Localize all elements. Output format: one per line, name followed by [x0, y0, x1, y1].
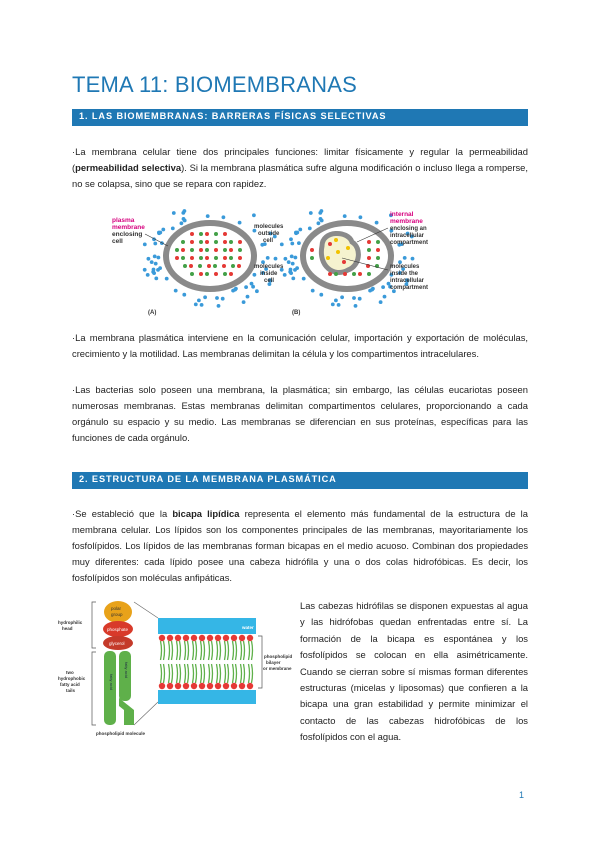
label-cell: cell: [112, 238, 123, 245]
section-heading-1-text: 1. LAS BIOMEMBRANAS: BARRERAS FÍSICAS SELECTIVAS: [79, 111, 387, 121]
inside-molecule: [231, 264, 235, 268]
inside-molecule: [198, 264, 202, 268]
inside-molecule: [199, 232, 203, 236]
outside-molecule: [203, 295, 207, 299]
plasma-membrane-a: [166, 223, 254, 289]
inside-molecule: [238, 248, 242, 252]
label-membrane: membrane: [112, 224, 145, 231]
outside-molecule: [154, 262, 158, 266]
outside-molecule: [146, 273, 150, 277]
svg-text:cell: cell: [264, 278, 275, 284]
lipid-head: [191, 635, 197, 641]
inside-molecule: [190, 256, 194, 260]
inside-molecule: [238, 256, 242, 260]
lipid-head: [167, 635, 173, 641]
label-bilayer: phospholipid: [264, 654, 293, 659]
outside-molecule: [182, 217, 186, 221]
outside-molecule: [291, 262, 295, 266]
svg-text:intracellular: intracellular: [390, 278, 425, 284]
svg-text:bilayer: bilayer: [266, 660, 281, 665]
inside-molecule: [190, 248, 194, 252]
outside-molecule: [309, 211, 313, 215]
inside-molecule: [214, 232, 218, 236]
inside-molecule: [205, 248, 209, 252]
outside-molecule: [403, 256, 407, 260]
inside-molecule: [214, 248, 218, 252]
inside-molecule: [189, 264, 193, 268]
compartment-molecule: [346, 246, 350, 250]
outside-molecule: [182, 293, 186, 297]
outside-molecule: [319, 293, 323, 297]
svg-text:inside: inside: [260, 271, 278, 277]
inside-molecule: [310, 256, 314, 260]
lipid-head: [223, 635, 229, 641]
outside-molecule: [253, 273, 257, 277]
outside-molecule: [172, 211, 176, 215]
svg-text:or membrane: or membrane: [263, 666, 292, 671]
inside-molecule: [190, 232, 194, 236]
label-internal: internal: [390, 211, 414, 218]
svg-text:glycerol: glycerol: [109, 641, 125, 646]
outside-molecule: [294, 256, 298, 260]
svg-text:fatty acid: fatty acid: [60, 682, 80, 687]
svg-text:polar: polar: [111, 606, 122, 611]
internal-membrane-b: [321, 233, 358, 272]
page-number: 1: [519, 790, 525, 800]
label-molecules-inside: molecules: [254, 264, 284, 270]
outside-molecule: [311, 289, 315, 293]
outside-molecule: [289, 268, 293, 272]
svg-text:head: head: [62, 626, 73, 631]
outside-molecule: [180, 221, 184, 225]
svg-text:outside: outside: [258, 231, 280, 237]
inside-molecule: [376, 248, 380, 252]
lipid-head: [247, 635, 253, 641]
outside-molecule: [174, 289, 178, 293]
panel-label-b: (B): [292, 310, 301, 316]
page-title: TEMA 11: BIOMEMBRANAS: [72, 72, 357, 97]
lipid-head: [247, 683, 253, 689]
lipid-head: [239, 635, 245, 641]
outside-molecule: [150, 260, 154, 264]
outside-molecule: [158, 266, 162, 270]
inside-molecule: [214, 256, 218, 260]
outside-molecule: [183, 209, 187, 213]
lipid-head: [215, 683, 221, 689]
outside-molecule: [152, 271, 156, 275]
inside-molecule: [214, 240, 218, 244]
outside-molecule: [153, 255, 157, 259]
outside-molecule: [298, 228, 302, 232]
bold-term-bilayer: bicapa lipídica: [172, 508, 240, 519]
inside-molecule: [376, 256, 380, 260]
svg-text:enclosing an: enclosing an: [390, 226, 427, 232]
inside-molecule: [223, 240, 227, 244]
inside-molecule: [223, 272, 227, 276]
inside-molecule: [207, 264, 211, 268]
outside-molecule: [359, 215, 363, 219]
outside-molecule: [194, 303, 198, 307]
paragraph-functions: ·La membrana plasmática interviene en la comunicación celular, importación y exportación de moléculas, crecimiento y la motilidad. Las membranas delimitan la célula y los compartimentos intracelulares.: [72, 332, 528, 359]
outside-molecule: [340, 295, 344, 299]
inside-molecule: [229, 272, 233, 276]
outside-molecule: [337, 303, 341, 307]
outside-molecule: [255, 289, 259, 293]
inside-molecule: [352, 272, 356, 276]
outside-molecule: [171, 227, 175, 231]
outside-molecule: [206, 214, 210, 218]
lipid-head: [207, 683, 213, 689]
inside-molecule: [213, 264, 217, 268]
outside-molecule: [246, 295, 250, 299]
outside-molecule: [274, 257, 278, 261]
inside-molecule: [237, 264, 241, 268]
inside-molecule: [229, 240, 233, 244]
outside-molecule: [302, 277, 306, 281]
outside-molecule: [354, 304, 358, 308]
outside-molecule: [317, 221, 321, 225]
outside-molecule: [320, 209, 324, 213]
inside-molecule: [376, 240, 380, 244]
bold-term-permeability: permeabilidad selectiva: [75, 162, 182, 173]
inside-molecule: [223, 256, 227, 260]
outside-molecule: [289, 271, 293, 275]
inside-molecule: [190, 240, 194, 244]
svg-text:cell: cell: [263, 238, 274, 244]
outside-molecule: [352, 296, 356, 300]
label-water: water: [242, 625, 254, 630]
inside-molecule: [205, 256, 209, 260]
svg-text:intracellular: intracellular: [390, 233, 425, 239]
svg-text:phosphate: phosphate: [107, 627, 129, 632]
outside-molecule: [383, 295, 387, 299]
lipid-head: [167, 683, 173, 689]
outside-molecule: [266, 256, 270, 260]
outside-molecule: [200, 303, 204, 307]
outside-molecule: [294, 231, 298, 235]
outside-molecule: [215, 296, 219, 300]
paragraph-permeability: ·La membrana celular tiene dos principales funciones: limitar físicamente y regular la permeabilidad (permeabilidad selectiva). Si la membrana plasmática sufre alguna modificación o incluso llega a romperse, no se colapsa, sino que se repara con rapidez.: [72, 146, 528, 189]
svg-text:inside the: inside the: [390, 271, 419, 277]
inside-molecule: [222, 264, 226, 268]
svg-text:compartment: compartment: [390, 240, 429, 246]
label-molecules-compartment: molecules: [390, 264, 420, 270]
inside-molecule: [199, 256, 203, 260]
outside-molecule: [371, 287, 375, 291]
inside-molecule: [181, 248, 185, 252]
compartment-molecule: [326, 256, 330, 260]
svg-text:membrane: membrane: [390, 218, 423, 225]
svg-text:tails: tails: [66, 688, 76, 693]
lipid-head: [207, 635, 213, 641]
inside-molecule: [334, 272, 338, 276]
lipid-head: [199, 635, 205, 641]
inside-molecule: [199, 248, 203, 252]
inside-molecule: [223, 232, 227, 236]
compartment-molecule: [334, 238, 338, 242]
lipid-head: [231, 635, 237, 641]
outside-molecule: [334, 299, 338, 303]
inside-molecule: [328, 272, 332, 276]
lipid-head: [223, 683, 229, 689]
outside-molecule: [221, 297, 225, 301]
svg-text:fatty acid: fatty acid: [109, 674, 114, 691]
lipid-head: [215, 635, 221, 641]
compartment-molecule: [336, 250, 340, 254]
compartment-molecule: [328, 242, 332, 246]
paragraph-hydrophilic-heads: Las cabezas hidrófilas se disponen expuestas al agua y las hidrófobas quedan enfrentadas entre sí. La formación de la bicapa es espontánea y los fosfolípidos se colocan en ella asimétricamente. Cuando se cierran sobre sí mismas forman diferentes estructuras (micelas y liposomas) que confieren a la bicapa una gran estabilidad y permite minimizar el contacto de las cabezas hidrofóbicas de los fosfolípidos con el agua.: [300, 600, 528, 743]
cell-membrane-figure: [112, 208, 442, 318]
compartment-molecule: [342, 260, 346, 264]
outside-molecule: [290, 242, 294, 246]
outside-molecule: [280, 243, 284, 247]
outside-molecule: [153, 242, 157, 246]
outside-molecule: [157, 231, 161, 235]
outside-molecule: [143, 268, 147, 272]
lipid-head: [239, 683, 245, 689]
section-heading-2: [72, 472, 528, 489]
outside-molecule: [143, 243, 147, 247]
inside-molecule: [367, 256, 371, 260]
outside-molecule: [154, 277, 158, 281]
inside-molecule: [205, 272, 209, 276]
outside-molecule: [217, 304, 221, 308]
outside-molecule: [284, 257, 288, 261]
outside-molecule: [308, 227, 312, 231]
svg-text:fatty acid: fatty acid: [124, 662, 129, 679]
outside-molecule: [161, 228, 165, 232]
panel-label-a: (A): [148, 310, 157, 316]
inside-molecule: [175, 256, 179, 260]
outside-molecule: [331, 303, 335, 307]
inside-molecule: [358, 272, 362, 276]
inside-molecule: [175, 248, 179, 252]
outside-molecule: [157, 256, 161, 260]
outside-molecule: [165, 277, 169, 281]
lipid-head: [199, 683, 205, 689]
label-hydrophobic-tails: two: [66, 670, 74, 675]
outside-molecule: [197, 299, 201, 303]
inside-molecule: [223, 248, 227, 252]
inside-molecule: [181, 256, 185, 260]
label-molecules-outside: molecules: [254, 224, 284, 230]
outside-molecule: [379, 300, 383, 304]
outside-molecule: [411, 257, 415, 261]
inside-molecule: [343, 272, 347, 276]
inside-molecule: [190, 272, 194, 276]
outside-molecule: [244, 285, 248, 289]
inside-molecule: [367, 240, 371, 244]
label-hydrophilic-head: hydrophilic: [58, 620, 83, 625]
inside-molecule: [229, 256, 233, 260]
label-plasma: plasma: [112, 217, 135, 224]
outside-molecule: [283, 273, 287, 277]
inside-molecule: [199, 240, 203, 244]
lipid-head: [231, 683, 237, 689]
inside-molecule: [205, 232, 209, 236]
outside-molecule: [291, 277, 295, 281]
paragraph-bilayer: ·Se estableció que la bicapa lipídica representa el elemento más fundamental de la estructura de la membrana celular. Los lípidos son los componentes principales de las membranas, mayoritariamente los fosfolípidos. Los lípidos de las membranas forman bicapas en el medio acuoso. Combinan dos propiedades muy diferentes: cada lípido posee una cabeza hidrófila y una o dos colas hidrofóbicas. Es decir, los fosfolípidos son moléculas anfipáticas.: [72, 508, 528, 583]
lipid-head: [159, 635, 165, 641]
inside-molecule: [367, 248, 371, 252]
outside-molecule: [289, 237, 293, 241]
lipid-head: [175, 635, 181, 641]
lipid-head: [159, 683, 165, 689]
inside-molecule: [310, 248, 314, 252]
inside-molecule: [199, 272, 203, 276]
inside-molecule: [214, 272, 218, 276]
outside-molecule: [238, 221, 242, 225]
outside-molecule: [234, 287, 238, 291]
outside-molecule: [295, 266, 299, 270]
outside-molecule: [251, 285, 255, 289]
outside-molecule: [252, 213, 256, 217]
outside-molecule: [358, 297, 362, 301]
svg-text:group: group: [111, 612, 123, 617]
section-heading-1: [72, 109, 528, 126]
outside-molecule: [242, 300, 246, 304]
outside-molecule: [343, 214, 347, 218]
outside-molecule: [319, 217, 323, 221]
outside-molecule: [375, 221, 379, 225]
label-phospholipid-molecule: phospholipid molecule: [96, 731, 146, 736]
inside-molecule: [238, 240, 242, 244]
inside-molecule: [367, 272, 371, 276]
outside-molecule: [297, 241, 301, 245]
lipid-head: [191, 683, 197, 689]
water-bottom: [158, 690, 256, 704]
outside-molecule: [222, 215, 226, 219]
inside-molecule: [181, 240, 185, 244]
svg-text:hydrophobic: hydrophobic: [58, 676, 86, 681]
outside-molecule: [152, 268, 156, 272]
lipid-head: [183, 683, 189, 689]
paragraph-bacteria: ·Las bacterias solo poseen una membrana, la plasmática; sin embargo, las células eucariotas poseen numerosas membranas. Estas membranas delimitan compartimentos celulares, proporcionando a cada orgánulo su espacio y su medio. Las membranas se diferencian en sus proteínas, específicas para las funciones de cada orgánulo.: [72, 384, 528, 443]
label-enclosing: enclosing: [112, 231, 143, 238]
outside-molecule: [381, 285, 385, 289]
outside-molecule: [287, 260, 291, 264]
phospholipid-figure: [58, 598, 294, 738]
inside-molecule: [183, 264, 187, 268]
inside-molecule: [229, 248, 233, 252]
outside-molecule: [147, 257, 151, 261]
inside-molecule: [205, 240, 209, 244]
lipid-head: [183, 635, 189, 641]
outside-molecule: [290, 255, 294, 259]
svg-text:compartment: compartment: [390, 285, 429, 291]
lipid-head: [175, 683, 181, 689]
section-heading-2-text: 2. ESTRUCTURA DE LA MEMBRANA PLASMÁTICA: [79, 474, 337, 484]
